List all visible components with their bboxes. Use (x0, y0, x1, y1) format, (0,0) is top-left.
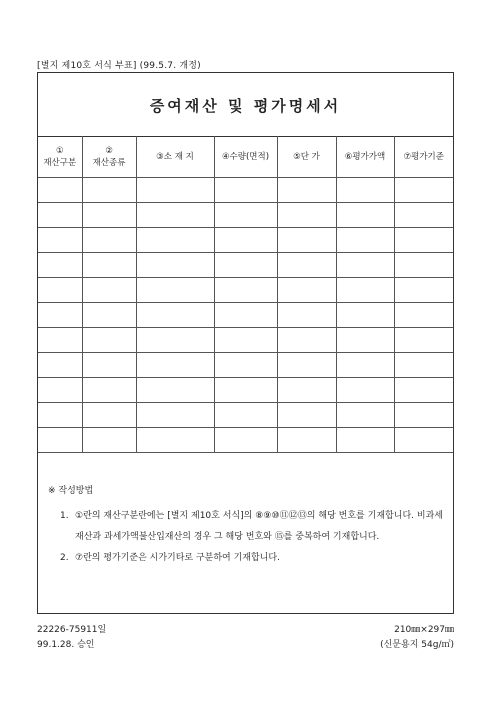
table-cell[interactable] (336, 228, 394, 253)
table-cell[interactable] (82, 303, 136, 328)
table-cell[interactable] (214, 303, 277, 328)
table-cell[interactable] (214, 253, 277, 278)
table-cell[interactable] (336, 378, 394, 403)
footer-right (380, 623, 454, 653)
table-cell[interactable] (394, 253, 453, 278)
table-row (38, 253, 453, 278)
table-cell[interactable] (214, 278, 277, 303)
table-cell[interactable] (214, 353, 277, 378)
table-cell[interactable] (394, 353, 453, 378)
table-row (38, 278, 453, 303)
table-cell[interactable] (136, 278, 214, 303)
table-cell[interactable] (214, 178, 277, 203)
table-cell[interactable] (136, 378, 214, 403)
instruction-item: 1. ①란의 재산구분란에는 [별지 제10호 서식]의 ⑧⑨⑩⑪⑫⑬의 해당 번호를 기재합니다. 비과세재산과 과세가액불산입재산의 경우 그 해당 번호와 ⑮를 중복하여 기재합니다. (60, 511, 443, 542)
table-cell[interactable] (277, 228, 336, 253)
table-cell[interactable] (336, 253, 394, 278)
table-cell[interactable] (214, 378, 277, 403)
table-cell[interactable] (277, 428, 336, 453)
table-cell[interactable] (82, 378, 136, 403)
table-header-row (38, 137, 453, 178)
table-cell[interactable] (136, 403, 214, 428)
table-cell[interactable] (277, 203, 336, 228)
table-row (38, 378, 453, 403)
table-cell[interactable] (38, 353, 82, 378)
table-cell[interactable] (38, 203, 82, 228)
table-cell[interactable] (214, 403, 277, 428)
property-table (38, 136, 453, 453)
table-cell[interactable] (82, 178, 136, 203)
table-row (38, 178, 453, 203)
form-header-note: [별지 제10호 서식 부표] (99.5.7. 개정) (37, 61, 201, 71)
col-header-property-type: ② 재산종류 (82, 137, 136, 178)
table-cell[interactable] (136, 228, 214, 253)
table-row (38, 428, 453, 453)
table-cell[interactable] (277, 353, 336, 378)
table-cell[interactable] (394, 303, 453, 328)
form-code: 22226-75911일 (37, 625, 107, 635)
table-cell[interactable] (336, 428, 394, 453)
table-cell[interactable] (336, 403, 394, 428)
table-cell[interactable] (214, 428, 277, 453)
form-title: 증여재산 및 평가명세서 (149, 97, 342, 115)
table-cell[interactable] (336, 203, 394, 228)
table-cell[interactable] (277, 253, 336, 278)
table-cell[interactable] (82, 278, 136, 303)
table-cell[interactable] (277, 303, 336, 328)
table-cell[interactable] (38, 178, 82, 203)
table-cell[interactable] (336, 278, 394, 303)
table-cell[interactable] (136, 178, 214, 203)
table-cell[interactable] (136, 253, 214, 278)
table-cell[interactable] (38, 328, 82, 353)
table-cell[interactable] (336, 303, 394, 328)
table-cell[interactable] (394, 278, 453, 303)
instructions-title: ※ 작성방법 (48, 486, 94, 496)
table-cell[interactable] (214, 328, 277, 353)
table-row (38, 303, 453, 328)
table-cell[interactable] (82, 403, 136, 428)
col-header-quantity: ④수량(면적) (214, 137, 277, 178)
table-cell[interactable] (82, 203, 136, 228)
table-cell[interactable] (394, 403, 453, 428)
table-cell[interactable] (38, 378, 82, 403)
table-cell[interactable] (277, 328, 336, 353)
table-cell[interactable] (82, 328, 136, 353)
table-cell[interactable] (136, 428, 214, 453)
col-header-property-class: ① 재산구분 (38, 137, 82, 178)
col-header-assessed-value: ⑥평가가액 (336, 137, 394, 178)
table-cell[interactable] (277, 278, 336, 303)
table-cell[interactable] (82, 228, 136, 253)
form-frame (37, 72, 454, 614)
table-cell[interactable] (136, 353, 214, 378)
table-cell[interactable] (394, 428, 453, 453)
table-cell[interactable] (336, 353, 394, 378)
table-cell[interactable] (38, 228, 82, 253)
table-cell[interactable] (394, 328, 453, 353)
paper-spec: (신문용지 54g/㎡) (380, 640, 454, 650)
table-cell[interactable] (38, 303, 82, 328)
instruction-item: 2. ⑦란의 평가기준은 시가기타로 구분하여 기재합니다. (60, 553, 280, 563)
approval-date: 99.1.28. 승인 (37, 640, 95, 650)
table-row (38, 403, 453, 428)
table-cell[interactable] (394, 228, 453, 253)
table-cell[interactable] (336, 328, 394, 353)
table-cell[interactable] (136, 328, 214, 353)
table-cell[interactable] (136, 303, 214, 328)
table-cell[interactable] (336, 178, 394, 203)
table-row (38, 328, 453, 353)
table-cell[interactable] (214, 228, 277, 253)
table-cell[interactable] (82, 353, 136, 378)
instructions (48, 483, 443, 569)
table-cell[interactable] (38, 403, 82, 428)
table-cell[interactable] (277, 378, 336, 403)
table-cell[interactable] (82, 253, 136, 278)
table-cell[interactable] (214, 203, 277, 228)
table-cell[interactable] (82, 428, 136, 453)
table-cell[interactable] (394, 178, 453, 203)
table-cell[interactable] (136, 203, 214, 228)
table-cell[interactable] (38, 253, 82, 278)
col-header-assessment-basis: ⑦평가기준 (394, 137, 453, 178)
table-cell[interactable] (38, 278, 82, 303)
paper-size: 210㎜×297㎜ (394, 625, 454, 635)
footer-left (37, 623, 106, 653)
table-cell[interactable] (394, 378, 453, 403)
col-header-location: ③소 재 지 (136, 137, 214, 178)
table-row (38, 353, 453, 378)
col-header-unit-price: ⑤단 가 (277, 137, 336, 178)
table-cell[interactable] (394, 203, 453, 228)
table-cell[interactable] (277, 178, 336, 203)
table-cell[interactable] (38, 428, 82, 453)
table-row (38, 228, 453, 253)
table-cell[interactable] (277, 403, 336, 428)
table-row (38, 203, 453, 228)
